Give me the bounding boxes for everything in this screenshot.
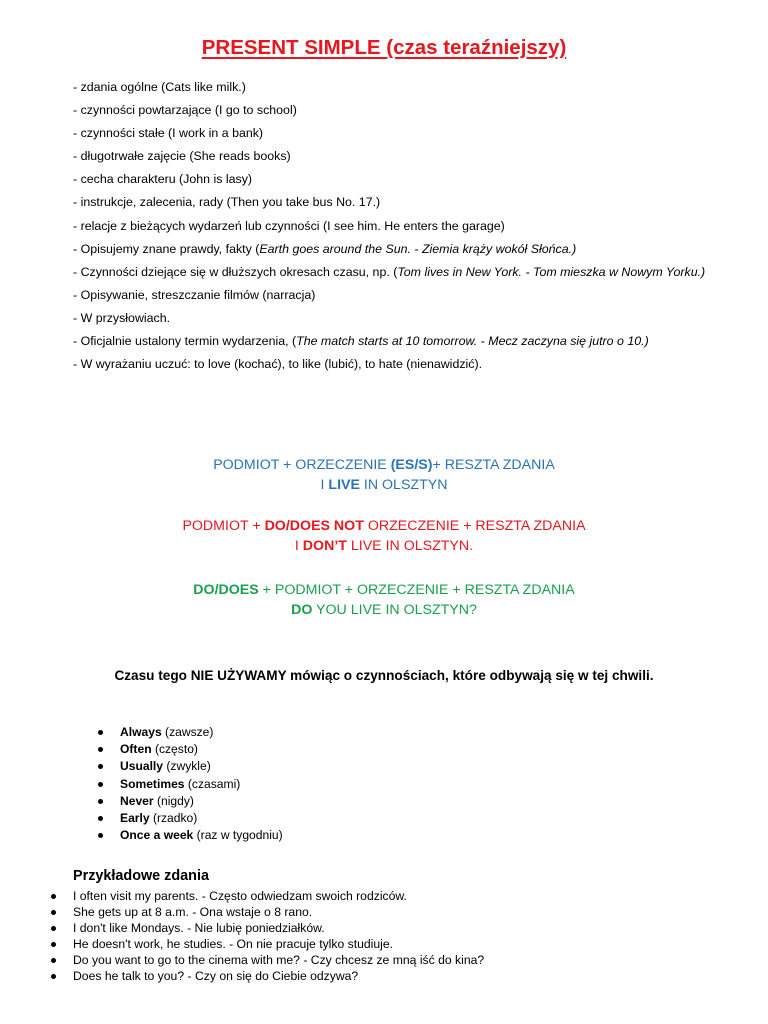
usage-item: - Opisujemy znane prawdy, fakty (Earth goes around the Sun. - Ziemia krąży wokół Słońca.) [73,241,577,256]
usage-item: - instrukcje, zalecenia, rady (Then you take bus No. 17.) [73,195,381,210]
example-item: Does he talk to you? - Czy on się do Ciebie odzywa? [73,968,484,984]
usage-list [73,80,713,380]
usage-item: - Czynności dziejące się w dłuższych okresach czasu, np. (Tom lives in New York. - Tom mieszka w Nowym Yorku.) [73,264,706,279]
usage-item: - zdania ogólne (Cats like milk.) [73,80,246,94]
usage-item: - długotrwałe zajęcie (She reads books) [73,149,291,164]
example-item: He doesn't work, he studies. - On nie pracuje tylko studiuje. [73,936,484,952]
adverb-item: Usually (zwykle) [120,758,283,775]
example-item: Do you want to go to the cinema with me? - Czy chcesz ze mną iść do kina? [73,953,485,968]
usage-note: Czasu tego NIE UŻYWAMY mówiąc o czynnościach, które odbywają się w tej chwili. [114,668,654,683]
usage-item: - czynności powtarzające (I go to school) [73,103,297,118]
adverb-item: Once a week (raz w tygodniu) [120,827,283,844]
affirmative-formula [0,455,768,495]
negative-rule: PODMIOT + DO/DOES NOT ORZECZENIE + RESZTA ZDANIA [182,518,586,534]
adverb-item: Sometimes (czasami) [120,776,283,793]
usage-item: - relacje z bieżących wydarzeń lub czynności (I see him. He enters the garage) [73,218,505,233]
adverb-item: Often (często) [120,741,283,758]
example-list [73,888,484,985]
example-item: I often visit my parents. - Często odwiedzam swoich rodziców. [73,888,484,904]
usage-item: - W przysłowiach. [73,310,171,325]
page-title: PRESENT SIMPLE (czas teraźniejszy) [201,36,567,59]
usage-item: - Oficjalnie ustalony termin wydarzenia, (The match starts at 10 tomorrow. - Mecz zaczyna się jutro o 10.) [73,334,649,349]
negative-formula [0,516,768,556]
adverb-item: Always (zawsze) [120,724,283,741]
affirmative-example: I LIVE IN OLSZTYN [320,477,448,493]
negative-example: I DON’T LIVE IN OLSZTYN. [294,538,474,554]
example-item: She gets up at 8 a.m. - Ona wstaje o 8 rano. [73,904,484,920]
question-rule: DO/DOES + PODMIOT + ORZECZENIE + RESZTA ZDANIA [193,582,575,598]
adverb-item: Never (nigdy) [120,793,283,810]
adverb-item: Early (rzadko) [120,810,283,827]
adverb-list [120,724,283,844]
usage-item: - W wyrażaniu uczuć: to love (kochać), to like (lubić), to hate (nienawidzić). [73,357,483,372]
question-example: DO YOU LIVE IN OLSZTYN? [291,602,477,618]
examples-heading: Przykładowe zdania [73,868,209,884]
usage-item: - Opisywanie, streszczanie filmów (narracja) [73,287,316,302]
affirmative-rule: PODMIOT + ORZECZENIE (ES/S)+ RESZTA ZDANIA [213,457,555,473]
usage-item: - cecha charakteru (John is lasy) [73,172,253,187]
example-item: I don't like Mondays. - Nie lubię poniedziałków. [73,920,484,936]
question-formula [0,580,768,620]
usage-item: - czynności stałe (I work in a bank) [73,126,264,141]
